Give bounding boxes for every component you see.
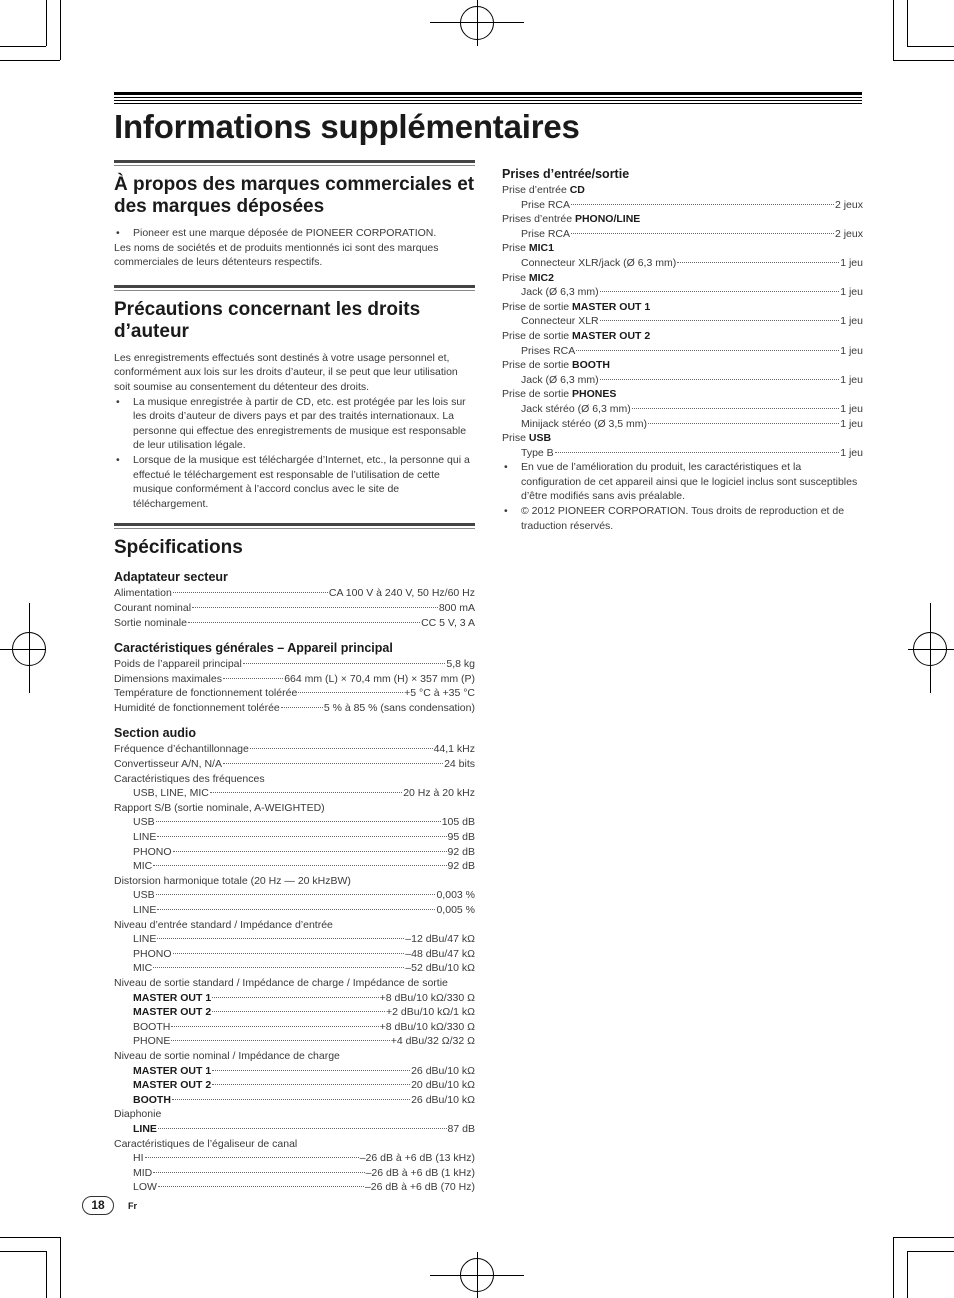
right-column <box>502 166 863 533</box>
crop-mark <box>907 1251 908 1298</box>
spec-key: Température de fonctionnement tolérée <box>114 687 298 700</box>
spec-key: LINE <box>133 904 157 916</box>
crop-mark <box>930 603 931 693</box>
crop-mark <box>907 0 908 46</box>
copyright-bullet: • Lorsque de la musique est téléchargée d’Internet, etc., la personne qui a effectué le téléchargement est responsable de l’utilisation de cette musique conformément à l’accord conclus avec le site de téléchargement. <box>114 453 475 511</box>
spec-value: 1 jeu <box>840 256 863 269</box>
copyright-heading: Précautions concernant les droits d’auteur <box>114 298 421 342</box>
spec-group-label: Distorsion harmonique totale (20 Hz — 20 kHzBW) <box>114 874 351 887</box>
crop-mark <box>0 1237 60 1238</box>
spec-row <box>114 1151 475 1166</box>
title-rule <box>114 103 862 104</box>
spec-key: LINE <box>133 1122 157 1135</box>
spec-value: 0,005 % <box>436 904 475 916</box>
general-specs-list <box>114 657 475 715</box>
spec-key: LINE <box>133 933 157 946</box>
spec-value: –26 dB à +6 dB (13 kHz) <box>359 1152 475 1165</box>
spec-key: LINE <box>133 831 157 844</box>
spec-value: 664 mm (L) × 70,4 mm (H) × 357 mm (P) <box>284 672 475 685</box>
crop-mark <box>0 60 60 61</box>
io-group-label: Prise de sortie PHONES <box>502 388 617 401</box>
io-group-label: Prise MIC2 <box>502 271 554 284</box>
spec-row <box>114 1064 475 1079</box>
crop-mark <box>46 1251 47 1298</box>
spec-value: 1 jeu <box>840 286 863 299</box>
spec-row <box>114 1166 475 1181</box>
spec-row <box>502 314 863 329</box>
spec-row <box>114 991 475 1006</box>
spec-group-label: Niveau de sortie nominal / Impédance de charge <box>114 1049 340 1062</box>
section-rule <box>114 285 475 291</box>
spec-key: USB <box>133 816 155 829</box>
title-rule <box>114 100 862 101</box>
spec-key: Jack stéréo (Ø 6,3 mm) <box>521 402 631 415</box>
spec-value: 1 jeu <box>840 402 863 415</box>
title-rule <box>114 92 862 95</box>
crop-mark <box>29 603 30 693</box>
spec-key: Jack (Ø 6,3 mm) <box>521 373 599 386</box>
spec-row <box>114 859 475 874</box>
io-group-label: Prise USB <box>502 432 552 445</box>
spec-value: +2 dBu/10 kΩ/1 kΩ <box>386 1006 475 1019</box>
spec-value: +8 dBu/10 kΩ/330 Ω <box>379 991 475 1004</box>
spec-value: 1 jeu <box>840 373 863 386</box>
spec-value: +5 °C à +35 °C <box>404 687 475 700</box>
title-rule <box>114 97 862 98</box>
crop-mark <box>893 1237 894 1298</box>
io-group-label: Prise d’entrée CD <box>502 184 585 196</box>
spec-key: MASTER OUT 1 <box>133 991 212 1004</box>
spec-row <box>502 417 863 432</box>
spec-key: MASTER OUT 2 <box>133 1079 212 1092</box>
note-bullet: • © 2012 PIONEER CORPORATION. Tous droits de reproduction et de traduction réservés. <box>502 504 863 533</box>
io-group-label: Prise de sortie MASTER OUT 2 <box>502 329 651 342</box>
spec-key: MASTER OUT 1 <box>133 1064 212 1077</box>
crop-mark <box>893 1237 954 1238</box>
spec-row <box>114 742 475 757</box>
spec-group-label: Diaphonie <box>114 1108 162 1121</box>
spec-value: 1 jeu <box>840 417 863 430</box>
note-bullet: • En vue de l’amélioration du produit, les caractéristiques et la configuration de cet appareil ainsi que le logiciel inclus sont susceptibles d’être modifiés sans avis préalable. <box>502 460 863 504</box>
spec-row <box>114 1093 475 1108</box>
spec-value: –12 dBu/47 kΩ <box>405 933 475 946</box>
spec-value: 20 Hz à 20 kHz <box>403 787 475 800</box>
spec-value: 1 jeu <box>840 446 863 459</box>
spec-row <box>114 947 475 962</box>
spec-key: PHONO <box>133 947 172 960</box>
spec-row <box>114 786 475 801</box>
io-group-label: Prise de sortie MASTER OUT 1 <box>502 300 651 313</box>
spec-group-label: Niveau de sortie standard / Impédance de charge / Impédance de sortie <box>114 976 448 989</box>
spec-key: Prises RCA <box>521 344 576 357</box>
spec-value: CA 100 V à 240 V, 50 Hz/60 Hz <box>328 587 475 600</box>
spec-key: Alimentation <box>114 587 172 600</box>
general-specs-heading: Caractéristiques générales – Appareil principal <box>114 641 393 656</box>
spec-value: 20 dBu/10 kΩ <box>411 1079 475 1092</box>
spec-row <box>114 932 475 947</box>
crop-mark <box>907 46 954 47</box>
spec-key: PHONE <box>133 1035 171 1048</box>
audio-section-heading: Section audio <box>114 726 196 741</box>
spec-key: USB <box>133 889 155 902</box>
spec-key: Jack (Ø 6,3 mm) <box>521 286 599 299</box>
spec-key: Connecteur XLR <box>521 315 599 328</box>
spec-key: LOW <box>133 1181 157 1194</box>
spec-group-label: Rapport S/B (sortie nominale, A-WEIGHTED) <box>114 801 325 814</box>
spec-row <box>502 344 863 359</box>
spec-row <box>114 686 475 701</box>
crop-mark <box>0 46 46 47</box>
spec-group-label: Caractéristiques de l’égaliseur de canal <box>114 1137 298 1150</box>
spec-row <box>502 256 863 271</box>
spec-row <box>502 198 863 213</box>
spec-row <box>114 1005 475 1020</box>
spec-row <box>114 601 475 616</box>
crop-mark <box>908 649 954 650</box>
spec-row <box>502 402 863 417</box>
spec-row <box>114 830 475 845</box>
spec-key: Prise RCA <box>521 227 571 240</box>
spec-row <box>114 815 475 830</box>
spec-key: Connecteur XLR/jack (Ø 6,3 mm) <box>521 256 677 269</box>
spec-key: HI <box>133 1152 144 1165</box>
spec-key: MID <box>133 1166 153 1179</box>
crop-mark <box>477 1252 478 1298</box>
crop-mark <box>907 1251 954 1252</box>
spec-key: BOOTH <box>133 1020 171 1033</box>
spec-row <box>114 1034 475 1049</box>
spec-group-label: Niveau d’entrée standard / Impédance d’entrée <box>114 918 333 931</box>
spec-value: 0,003 % <box>436 889 475 902</box>
spec-row <box>114 888 475 903</box>
spec-group-label: Caractéristiques des fréquences <box>114 772 265 785</box>
spec-value: 24 bits <box>444 758 475 771</box>
spec-value: –52 dBu/10 kΩ <box>405 962 475 975</box>
crop-mark <box>0 649 46 650</box>
language-code: Fr <box>128 1201 137 1211</box>
io-group-label: Prise de sortie BOOTH <box>502 359 610 372</box>
spec-value: 26 dBu/10 kΩ <box>411 1093 475 1106</box>
spec-row <box>114 586 475 601</box>
section-rule <box>114 523 475 529</box>
trademarks-text: Les noms de sociétés et de produits mentionnés ici sont des marques commerciales de leurs détenteurs respectifs. <box>114 241 439 269</box>
spec-key: Prise RCA <box>521 198 571 211</box>
spec-value: 92 dB <box>447 860 475 873</box>
spec-value: 1 jeu <box>840 344 863 357</box>
spec-key: Minijack stéréo (Ø 3,5 mm) <box>521 417 648 430</box>
spec-value: –26 dB à +6 dB (1 kHz) <box>365 1166 475 1179</box>
spec-row <box>502 373 863 388</box>
crop-mark <box>893 0 894 60</box>
spec-value: 2 jeux <box>834 227 863 240</box>
spec-value: 26 dBu/10 kΩ <box>411 1064 475 1077</box>
spec-key: Convertisseur A/N, N/A <box>114 758 222 771</box>
spec-key: Type B <box>521 446 554 459</box>
crop-mark <box>46 0 47 46</box>
spec-value: 5,8 kg <box>446 658 475 671</box>
spec-row <box>114 1180 475 1195</box>
spec-value: CC 5 V, 3 A <box>421 616 475 629</box>
spec-key: Poids de l’appareil principal <box>114 658 242 671</box>
page-number: 18 <box>82 1196 114 1215</box>
spec-value: 800 mA <box>438 601 475 614</box>
spec-row <box>114 1122 475 1137</box>
crop-mark <box>60 1237 61 1298</box>
specs-heading: Spécifications <box>114 537 243 559</box>
spec-value: 95 dB <box>447 831 475 844</box>
spec-key: Sortie nominale <box>114 616 187 629</box>
crop-mark <box>60 0 61 60</box>
spec-value: 87 dB <box>447 1122 475 1135</box>
section-rule <box>114 160 475 166</box>
spec-row <box>114 903 475 918</box>
spec-row <box>502 227 863 242</box>
spec-row <box>114 616 475 631</box>
spec-row <box>114 701 475 716</box>
spec-value: 105 dB <box>441 816 475 829</box>
io-group-label: Prise MIC1 <box>502 242 554 255</box>
spec-key: USB, LINE, MIC <box>133 787 209 800</box>
crop-mark <box>893 60 954 61</box>
spec-row <box>114 845 475 860</box>
spec-row <box>114 672 475 687</box>
copyright-intro: Les enregistrements effectués sont destinés à votre usage personnel et, conformément aux lois sur les droits d’auteur, il se peut que leur utilisation soit soumise au consentement du détenteur des droits. <box>114 351 458 393</box>
page-title: Informations supplémentaires <box>114 108 580 145</box>
spec-row <box>114 757 475 772</box>
spec-key: MASTER OUT 2 <box>133 1006 212 1019</box>
spec-key: Dimensions maximales <box>114 672 222 685</box>
spec-key: Fréquence d’échantillonnage <box>114 743 249 756</box>
power-adapter-heading: Adaptateur secteur <box>114 570 228 585</box>
io-list <box>502 183 863 460</box>
spec-value: 2 jeux <box>834 198 863 211</box>
spec-row <box>114 1078 475 1093</box>
spec-key: Humidité de fonctionnement tolérée <box>114 701 280 714</box>
copyright-bullet: • La musique enregistrée à partir de CD, etc. est protégée par les lois sur les droits d’auteur de divers pays et par des traités internationaux. La personne qui effectue des enregistrements de musique est responsable de leur utilisation légale. <box>114 395 475 453</box>
spec-value: +8 dBu/10 kΩ/330 Ω <box>379 1020 475 1033</box>
spec-row <box>114 1020 475 1035</box>
io-heading: Prises d’entrée/sortie <box>502 167 630 181</box>
spec-value: 92 dB <box>447 845 475 858</box>
spec-value: –48 dBu/47 kΩ <box>405 947 475 960</box>
spec-row <box>502 446 863 461</box>
trademarks-bullet: • Pioneer est une marque déposée de PIONEER CORPORATION. <box>114 226 475 241</box>
spec-row <box>114 657 475 672</box>
audio-specs-list <box>114 742 475 1194</box>
spec-value: +4 dBu/32 Ω/32 Ω <box>390 1035 475 1048</box>
left-column <box>114 160 475 1195</box>
spec-key: MIC <box>133 962 153 975</box>
crop-mark <box>477 0 478 46</box>
crop-mark <box>0 1251 46 1252</box>
spec-value: 44,1 kHz <box>433 743 475 756</box>
spec-value: 5 % à 85 % (sans condensation) <box>323 701 475 714</box>
spec-value: –26 dB à +6 dB (70 Hz) <box>364 1181 475 1194</box>
spec-key: PHONO <box>133 845 172 858</box>
spec-row <box>114 961 475 976</box>
power-adapter-list <box>114 586 475 630</box>
spec-key: Courant nominal <box>114 601 192 614</box>
spec-key: BOOTH <box>133 1093 171 1106</box>
io-group-label: Prises d’entrée PHONO/LINE <box>502 213 641 226</box>
spec-key: MIC <box>133 860 153 873</box>
trademarks-heading: À propos des marques commerciales et des marques déposées <box>114 174 475 217</box>
spec-value: 1 jeu <box>840 315 863 328</box>
spec-row <box>502 285 863 300</box>
